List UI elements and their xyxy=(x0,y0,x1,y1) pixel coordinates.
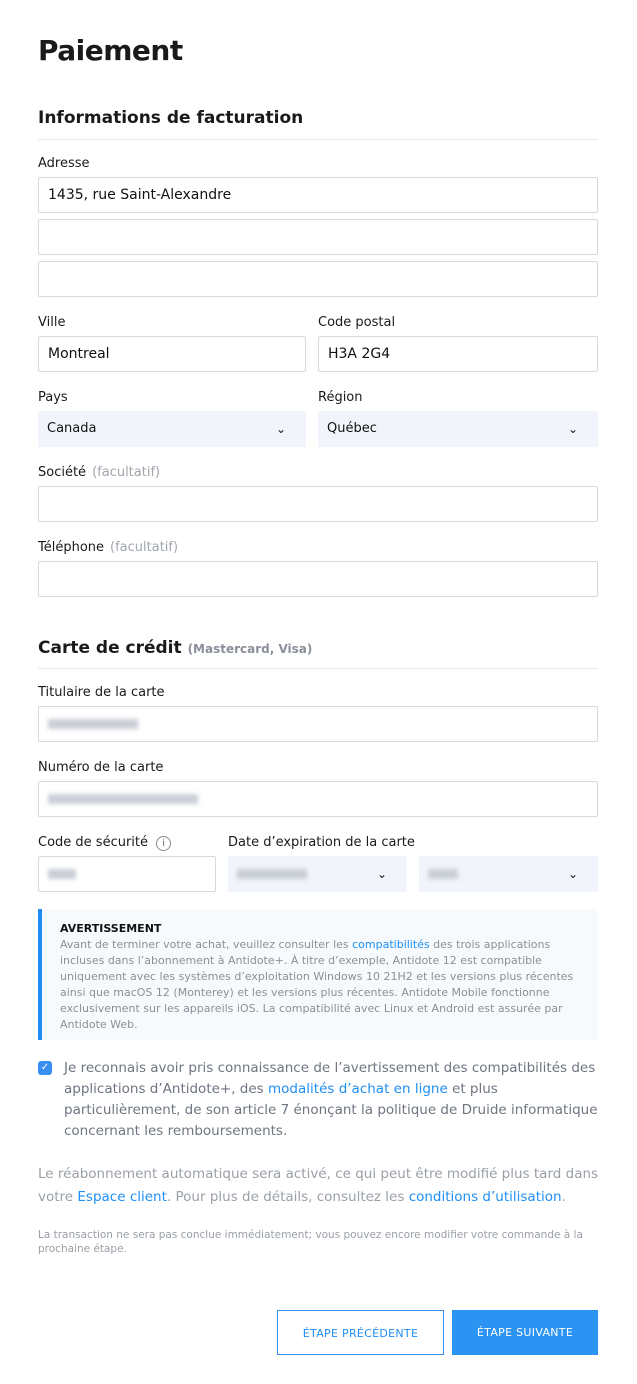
compatibility-warning: AVERTISSEMENT Avant de terminer votre achat, veuillez consulter les compatibilités des trois applications incluses dans l’abonnement à Antidote+. À titre d’exemple, Antidote 12 est compatible uniquement avec les systèmes d’exploitation Windows 10 21H2 et les versions plus récentes ainsi que macOS 12 (Monterey) et les versions plus récentes. Antidote Mobile fonctionne exclusivement sur les appareils iOS. La compatibilité avec Linux et Android est assurée par Antidote Web. xyxy=(38,909,598,1040)
expiry-month-select[interactable] xyxy=(228,856,407,892)
address-line1-input[interactable]: 1435, rue Saint-Alexandre xyxy=(38,177,598,213)
postal-input[interactable]: H3A 2G4 xyxy=(318,336,598,372)
region-select[interactable] xyxy=(318,411,598,447)
billing-heading: Informations de facturation xyxy=(38,108,304,128)
card-heading: Carte de crédit (Mastercard, Visa) xyxy=(38,638,313,658)
warning-title: AVERTISSEMENT xyxy=(60,922,162,935)
postal-label: Code postal xyxy=(318,315,396,330)
auto-renewal-text: Le réabonnement automatique sera activé, ce qui peut être modifié plus tard dans votre Espace client. Pour plus de détails, consultez les conditions d’utilisation. xyxy=(38,1166,599,1205)
phone-input[interactable] xyxy=(38,561,598,597)
city-input[interactable]: Montreal xyxy=(38,336,306,372)
page-title: Paiement xyxy=(38,34,183,67)
country-value: Canada xyxy=(47,421,97,436)
chevron-down-icon: ⌄ xyxy=(376,867,387,881)
chevron-down-icon: ⌄ xyxy=(567,867,578,881)
card-number-label: Numéro de la carte xyxy=(38,760,164,775)
region-value: Québec xyxy=(327,421,377,436)
region-label: Région xyxy=(318,390,363,405)
expiry-year-select[interactable] xyxy=(419,856,598,892)
country-label: Pays xyxy=(38,390,68,405)
address-line3-input[interactable] xyxy=(38,261,598,297)
address-label: Adresse xyxy=(38,156,90,171)
acknowledge-text: Je reconnais avoir pris connaissance de l’avertissement des compatibilités des applications d’Antidote+, des modalités d’achat en ligne et plus particulièrement, de son article 7 énonçant la politique de Druide informatique concernant les remboursements. xyxy=(64,1060,598,1139)
company-label: Société (facultatif) xyxy=(38,465,161,480)
address-line2-input[interactable] xyxy=(38,219,598,255)
transaction-note: La transaction ne sera pas conclue immédiatement; vous pouvez encore modifier votre commande à la prochaine étape. xyxy=(38,1229,583,1255)
purchase-terms-link[interactable]: modalités d’achat en ligne xyxy=(268,1081,448,1097)
card-holder-label: Titulaire de la carte xyxy=(38,685,165,700)
divider xyxy=(38,668,598,669)
company-input[interactable] xyxy=(38,486,598,522)
compatibility-link[interactable]: compatibilités xyxy=(352,938,430,951)
cvc-label: Code de sécurité i xyxy=(38,835,171,851)
chevron-down-icon: ⌄ xyxy=(275,422,286,436)
phone-label: Téléphone (facultatif) xyxy=(38,540,179,555)
country-select[interactable] xyxy=(38,411,306,447)
card-number-input[interactable] xyxy=(38,781,598,817)
cvc-input[interactable] xyxy=(38,856,216,892)
city-label: Ville xyxy=(38,315,66,330)
chevron-down-icon: ⌄ xyxy=(567,422,578,436)
divider xyxy=(38,139,598,140)
previous-step-button[interactable]: ÉTAPE PRÉCÉDENTE xyxy=(277,1310,444,1355)
info-icon[interactable]: i xyxy=(156,836,171,851)
expiry-label: Date d’expiration de la carte xyxy=(228,835,415,850)
next-step-button[interactable]: ÉTAPE SUIVANTE xyxy=(452,1310,598,1355)
terms-of-use-link[interactable]: conditions d’utilisation xyxy=(408,1189,562,1205)
acknowledge-checkbox[interactable]: ✓ xyxy=(38,1061,52,1075)
card-holder-input[interactable] xyxy=(38,706,598,742)
client-space-link[interactable]: Espace client xyxy=(77,1189,167,1205)
